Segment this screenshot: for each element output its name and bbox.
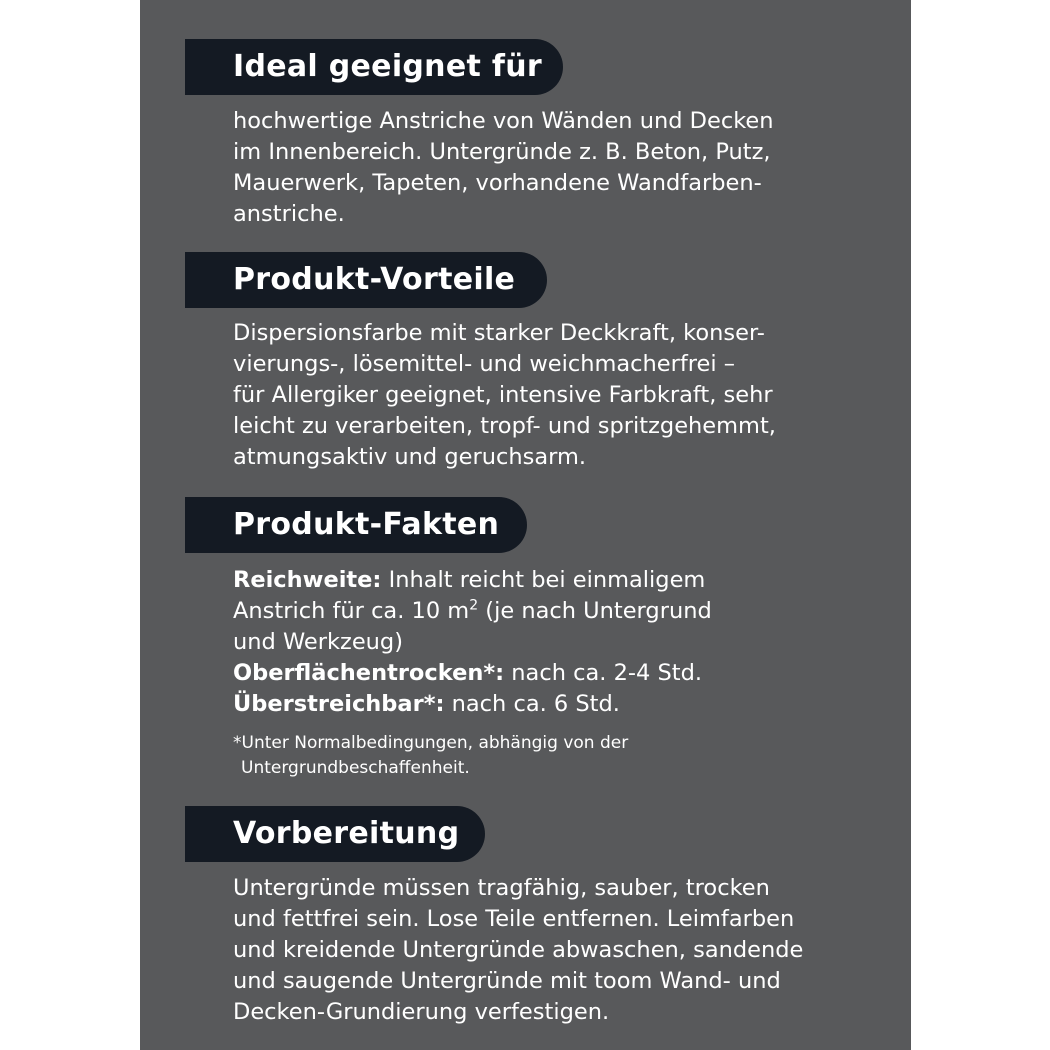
vorbereitung-text: [233, 873, 893, 1028]
trocken-line: [233, 658, 893, 689]
reichweite-line: [233, 596, 893, 627]
produkt-fakten-text: [233, 565, 893, 720]
text-line: hochwertige Anstriche von Wänden und Decken: [233, 108, 774, 134]
heading-produkt-fakten: Produkt-Fakten: [185, 497, 527, 553]
heading-produkt-vorteile: Produkt-Vorteile: [185, 252, 547, 308]
heading-vorbereitung: Vorbereitung: [185, 806, 485, 862]
trocken-value: nach ca. 2-4 Std.: [504, 660, 703, 686]
text-line: leicht zu verarbeiten, tropf- und spritzgehemmt,: [233, 413, 776, 439]
product-info-panel: [140, 0, 911, 1050]
reichweite-label: Reichweite:: [233, 567, 382, 593]
footnote-line: *Unter Normalbedingungen, abhängig von der: [233, 733, 629, 753]
trocken-label: Oberflächentrocken*:: [233, 660, 505, 686]
produkt-vorteile-text: [233, 318, 893, 473]
reichweite-line: und Werkzeug): [233, 629, 403, 655]
reichweite-value: (je nach Untergrund: [478, 598, 712, 624]
text-line: Mauerwerk, Tapeten, vorhandene Wandfarben-: [233, 170, 762, 196]
text-line: atmungsaktiv und geruchsarm.: [233, 444, 587, 470]
footnote: [233, 731, 893, 781]
text-line: und saugende Untergründe mit toom Wand- und: [233, 968, 781, 994]
text-line: Decken-Grundierung verfestigen.: [233, 999, 610, 1025]
reichweite-value: Anstrich für ca. 10 m: [233, 598, 470, 624]
ideal-geeignet-text: [233, 106, 893, 230]
text-line: und kreidende Untergründe abwaschen, sandende: [233, 937, 804, 963]
superscript-two: 2: [469, 597, 479, 614]
ueberstreich-value: nach ca. 6 Std.: [444, 691, 620, 717]
text-line: anstriche.: [233, 201, 345, 227]
text-line: im Innenbereich. Untergründe z. B. Beton, Putz,: [233, 139, 771, 165]
reichweite-line: [233, 565, 893, 596]
text-line: für Allergiker geeignet, intensive Farbkraft, sehr: [233, 382, 773, 408]
reichweite-value: Inhalt reicht bei einmaligem: [381, 567, 706, 593]
heading-ideal-geeignet: Ideal geeignet für: [185, 39, 563, 95]
ueberstreich-label: Überstreichbar*:: [233, 691, 445, 717]
text-line: Dispersionsfarbe mit starker Deckkraft, konser-: [233, 320, 765, 346]
text-line: und fettfrei sein. Lose Teile entfernen. Leimfarben: [233, 906, 795, 932]
text-line: vierungs-, lösemittel- und weichmacherfrei –: [233, 351, 736, 377]
ueberstreich-line: [233, 689, 893, 720]
footnote-line: Untergrundbeschaffenheit.: [241, 758, 470, 778]
text-line: Untergründe müssen tragfähig, sauber, trocken: [233, 875, 770, 901]
